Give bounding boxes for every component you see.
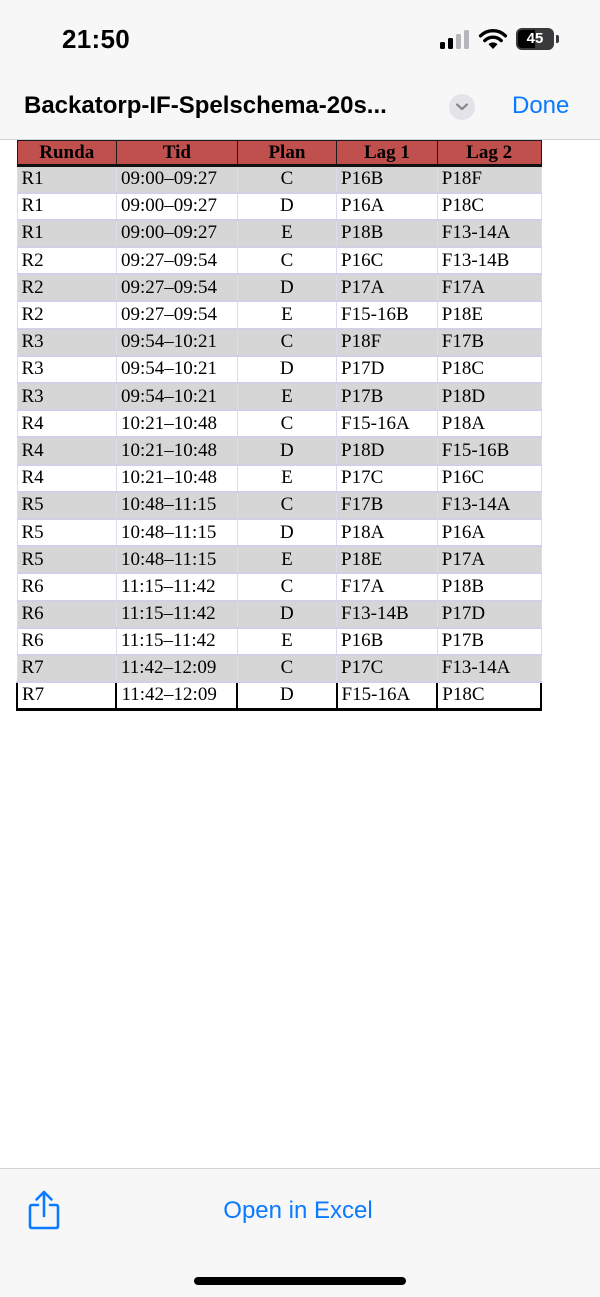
cell-plan: E: [237, 383, 336, 410]
cell-runda: R5: [17, 492, 116, 519]
cell-lag-1: F13-14B: [337, 601, 438, 628]
cell-tid: 09:00–09:27: [116, 193, 237, 220]
cell-lag-1: P18F: [337, 329, 438, 356]
cell-tid: 09:54–10:21: [116, 356, 237, 383]
table-row: [17, 628, 541, 655]
cell-lag-1: P18D: [337, 437, 438, 464]
cell-lag-1: F15-16A: [337, 682, 438, 709]
cell-runda: R5: [17, 546, 116, 573]
cell-lag-1: P18E: [337, 546, 438, 573]
cell-plan: C: [237, 410, 336, 437]
table-row: [17, 519, 541, 546]
cell-runda: R5: [17, 519, 116, 546]
cell-tid: 11:15–11:42: [116, 601, 237, 628]
battery-icon: [516, 28, 560, 50]
table-row: [17, 437, 541, 464]
cell-plan: C: [237, 573, 336, 600]
done-button[interactable]: Done: [512, 92, 570, 119]
cell-plan: D: [237, 682, 336, 709]
cell-runda: R2: [17, 274, 116, 301]
cell-tid: 09:00–09:27: [116, 220, 237, 247]
cell-runda: R4: [17, 465, 116, 492]
status-time: 21:50: [62, 24, 130, 54]
cell-tid: 10:48–11:15: [116, 546, 237, 573]
cell-runda: R7: [17, 655, 116, 682]
column-header-plan: Plan: [237, 141, 336, 166]
cell-runda: R1: [17, 166, 116, 193]
table-row: [17, 601, 541, 628]
cell-runda: R6: [17, 628, 116, 655]
cell-runda: R2: [17, 301, 116, 328]
cell-plan: E: [237, 546, 336, 573]
cell-lag-1: F17A: [337, 573, 438, 600]
cell-tid: 09:27–09:54: [116, 301, 237, 328]
cell-lag-1: F15-16B: [337, 301, 438, 328]
cell-plan: E: [237, 628, 336, 655]
cell-runda: R1: [17, 220, 116, 247]
cell-lag-2: P18C: [437, 356, 541, 383]
cell-plan: C: [237, 247, 336, 274]
cell-lag-2: P16C: [437, 465, 541, 492]
cell-tid: 10:21–10:48: [116, 410, 237, 437]
cell-lag-1: F15-16A: [337, 410, 438, 437]
cell-plan: D: [237, 601, 336, 628]
cell-runda: R1: [17, 193, 116, 220]
cell-lag-1: P18A: [337, 519, 438, 546]
cell-plan: E: [237, 301, 336, 328]
cell-lag-2: P18C: [437, 193, 541, 220]
signal-icon: [440, 30, 470, 49]
table-row: [17, 274, 541, 301]
table-row: [17, 573, 541, 600]
cell-runda: R6: [17, 573, 116, 600]
cell-tid: 11:42–12:09: [116, 682, 237, 709]
cell-lag-2: P18A: [437, 410, 541, 437]
cell-tid: 09:54–10:21: [116, 383, 237, 410]
document-title: Backatorp-IF-Spelschema-20s...: [24, 92, 387, 119]
cell-lag-2: P18F: [437, 166, 541, 193]
cell-tid: 09:27–09:54: [116, 247, 237, 274]
cell-runda: R3: [17, 329, 116, 356]
cell-runda: R4: [17, 437, 116, 464]
bottom-toolbar: [0, 1168, 600, 1297]
table-header-row: [17, 141, 541, 166]
cell-tid: 10:48–11:15: [116, 519, 237, 546]
cell-lag-1: P16B: [337, 166, 438, 193]
cell-tid: 10:48–11:15: [116, 492, 237, 519]
wifi-icon: [478, 26, 508, 50]
cell-lag-1: P16A: [337, 193, 438, 220]
cell-lag-2: P17A: [437, 546, 541, 573]
cell-tid: 09:54–10:21: [116, 329, 237, 356]
cell-tid: 10:21–10:48: [116, 437, 237, 464]
cell-runda: R2: [17, 247, 116, 274]
cell-lag-2: P16A: [437, 519, 541, 546]
chevron-down-icon: [456, 103, 468, 111]
cell-lag-1: P17C: [337, 655, 438, 682]
table-row: [17, 410, 541, 437]
column-header-runda: Runda: [17, 141, 116, 166]
table-row: [17, 356, 541, 383]
cell-tid: 09:27–09:54: [116, 274, 237, 301]
status-bar: [0, 0, 600, 70]
navigation-bar: [0, 70, 600, 140]
cell-plan: C: [237, 329, 336, 356]
cell-lag-2: F13-14A: [437, 655, 541, 682]
cell-plan: D: [237, 274, 336, 301]
cell-lag-2: P17D: [437, 601, 541, 628]
cell-lag-1: P17C: [337, 465, 438, 492]
cell-lag-1: F17B: [337, 492, 438, 519]
cell-lag-2: F13-14A: [437, 492, 541, 519]
cell-lag-2: F15-16B: [437, 437, 541, 464]
cell-plan: C: [237, 492, 336, 519]
cell-lag-2: F17B: [437, 329, 541, 356]
table-row: [17, 247, 541, 274]
cell-lag-2: P18E: [437, 301, 541, 328]
cell-runda: R3: [17, 383, 116, 410]
cell-lag-1: P17A: [337, 274, 438, 301]
cell-lag-2: P17B: [437, 628, 541, 655]
cell-tid: 11:15–11:42: [116, 573, 237, 600]
cell-plan: E: [237, 465, 336, 492]
cell-runda: R4: [17, 410, 116, 437]
cell-lag-1: P16B: [337, 628, 438, 655]
open-in-excel-button[interactable]: Open in Excel: [223, 1197, 373, 1224]
cell-plan: D: [237, 437, 336, 464]
table-row: [17, 166, 541, 193]
cell-runda: R6: [17, 601, 116, 628]
column-header-tid: Tid: [116, 141, 237, 166]
cell-tid: 11:42–12:09: [116, 655, 237, 682]
cell-lag-1: P17D: [337, 356, 438, 383]
cell-tid: 10:21–10:48: [116, 465, 237, 492]
title-menu-button[interactable]: [449, 94, 475, 120]
cell-tid: 09:00–09:27: [116, 166, 237, 193]
table-row: [17, 465, 541, 492]
cell-lag-2: P18C: [437, 682, 541, 709]
cell-runda: R3: [17, 356, 116, 383]
table-row: [17, 655, 541, 682]
table-row: [17, 546, 541, 573]
cell-plan: C: [237, 655, 336, 682]
battery-level: 45: [526, 30, 544, 47]
table-body: [17, 166, 541, 710]
table-row: [17, 301, 541, 328]
table-row: [17, 220, 541, 247]
table-row: [17, 682, 541, 709]
cell-plan: D: [237, 193, 336, 220]
cell-lag-2: F13-14B: [437, 247, 541, 274]
cell-lag-2: P18B: [437, 573, 541, 600]
home-indicator: [194, 1277, 406, 1285]
cell-lag-1: P18B: [337, 220, 438, 247]
cell-plan: D: [237, 519, 336, 546]
table-row: [17, 193, 541, 220]
cell-plan: D: [237, 356, 336, 383]
schedule-table: [16, 140, 542, 711]
cell-tid: 11:15–11:42: [116, 628, 237, 655]
table-row: [17, 329, 541, 356]
cell-lag-2: F13-14A: [437, 220, 541, 247]
column-header-lag-1: Lag 1: [337, 141, 438, 166]
column-header-lag-2: Lag 2: [437, 141, 541, 166]
table-row: [17, 492, 541, 519]
cell-runda: R7: [17, 682, 116, 709]
table-row: [17, 383, 541, 410]
cell-plan: E: [237, 220, 336, 247]
cell-plan: C: [237, 166, 336, 193]
cell-lag-1: P16C: [337, 247, 438, 274]
cell-lag-2: P18D: [437, 383, 541, 410]
cell-lag-1: P17B: [337, 383, 438, 410]
cell-lag-2: F17A: [437, 274, 541, 301]
